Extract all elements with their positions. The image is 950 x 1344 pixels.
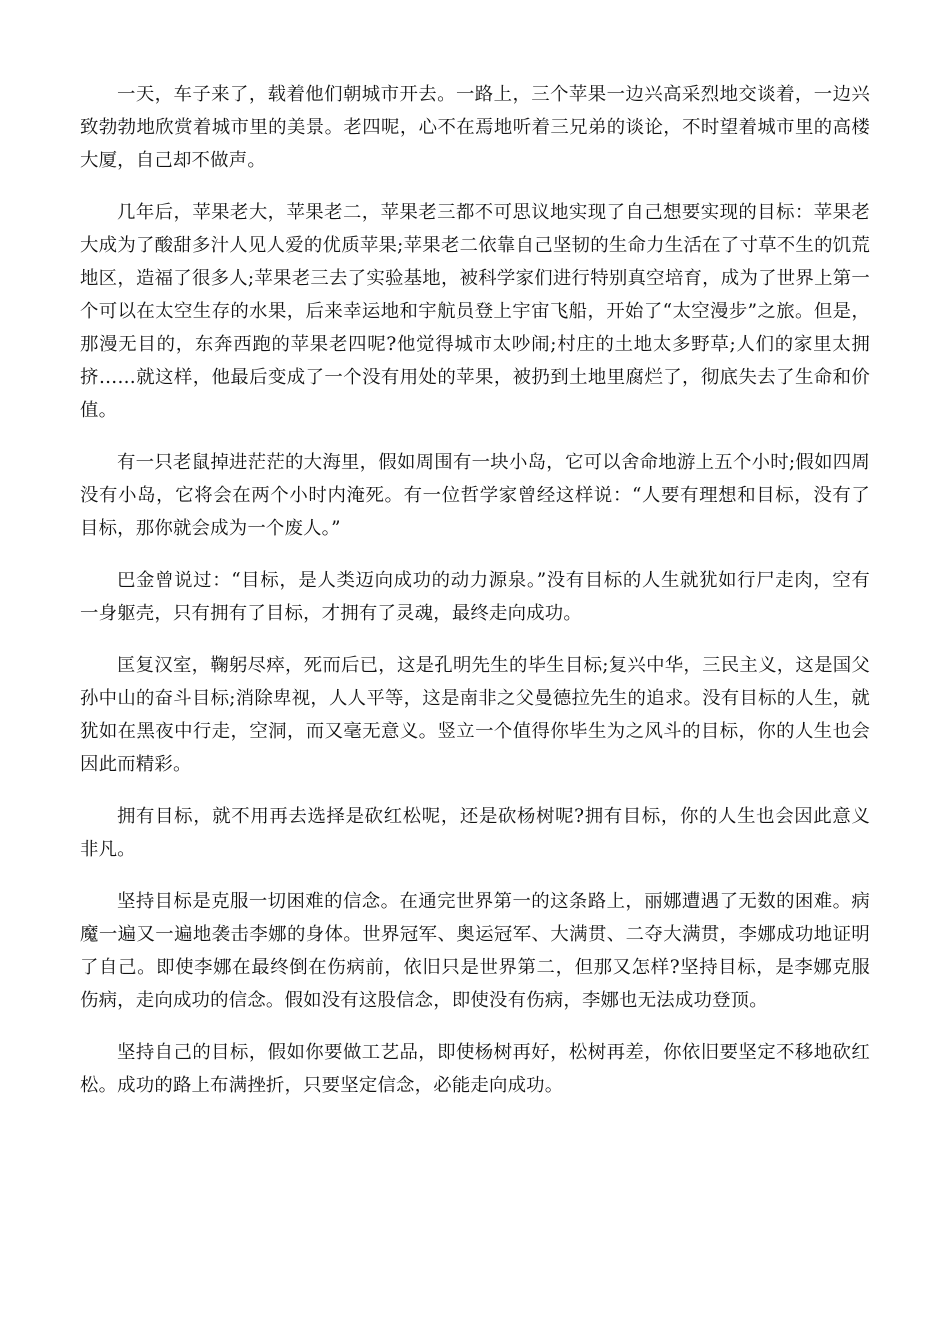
paragraph-3: 有一只老鼠掉进茫茫的大海里，假如周围有一块小岛，它可以舍命地游上五个小时;假如四周没有小岛，它将会在两个小时内淹死。有一位哲学家曾经这样说：“人要有理想和目标，没有了目标，那你就会成为一个废人。”	[80, 452, 870, 539]
paragraph-1: 一天，车子来了，载着他们朝城市开去。一路上，三个苹果一边兴高采烈地交谈着，一边兴致勃勃地欣赏着城市里的美景。老四呢，心不在焉地听着三兄弟的谈论，不时望着城市里的高楼大厦，自己却不做声。	[80, 84, 870, 171]
paragraph-7: 坚持目标是克服一切困难的信念。在通完世界第一的这条路上，丽娜遭遇了无数的困难。病魔一遍又一遍地袭击李娜的身体。世界冠军、奥运冠军、大满贯、二夺大满贯，李娜成功地证明了自己。即使李娜在最终倒在伤病前，依旧只是世界第二，但那又怎样?坚持目标，是李娜克服伤病，走向成功的信念。假如没有这股信念，即使没有伤病，李娜也无法成功登顶。	[80, 891, 870, 1011]
paragraph-6: 拥有目标，就不用再去选择是砍红松呢，还是砍杨树呢?拥有目标，你的人生也会因此意义非凡。	[80, 806, 870, 860]
paragraph-8: 坚持自己的目标，假如你要做工艺品，即使杨树再好，松树再差，你依旧要坚定不移地砍红松。成功的路上布满挫折，只要坚定信念，必能走向成功。	[80, 1042, 870, 1096]
paragraph-4: 巴金曾说过：“目标，是人类迈向成功的动力源泉。”没有目标的人生就犹如行尸走肉，空有一身躯壳，只有拥有了目标，才拥有了灵魂，最终走向成功。	[80, 570, 870, 624]
paragraph-2: 几年后，苹果老大，苹果老二，苹果老三都不可思议地实现了自己想要实现的目标：苹果老大成为了酸甜多汁人见人爱的优质苹果;苹果老二依靠自己坚韧的生命力生活在了寸草不生的饥荒地区，造福了很多人;苹果老三去了实验基地，被科学家们进行特别真空培育，成为了世界上第一个可以在太空生存的水果，后来幸运地和宇航员登上宇宙飞船，开始了“太空漫步”之旅。但是，那漫无目的，东奔西跑的苹果老四呢?他觉得城市太吵闹;村庄的土地太多野草;人们的家里太拥挤……就这样，他最后变成了一个没有用处的苹果，被扔到土地里腐烂了，彻底失去了生命和价值。	[80, 202, 870, 421]
paragraph-5: 匡复汉室，鞠躬尽瘁，死而后已，这是孔明先生的毕生目标;复兴中华，三民主义，这是国父孙中山的奋斗目标;消除卑视，人人平等，这是南非之父曼德拉先生的追求。没有目标的人生，就犹如在黑夜中行走，空洞，而又毫无意义。竖立一个值得你毕生为之风斗的目标，你的人生也会因此而精彩。	[80, 655, 870, 775]
